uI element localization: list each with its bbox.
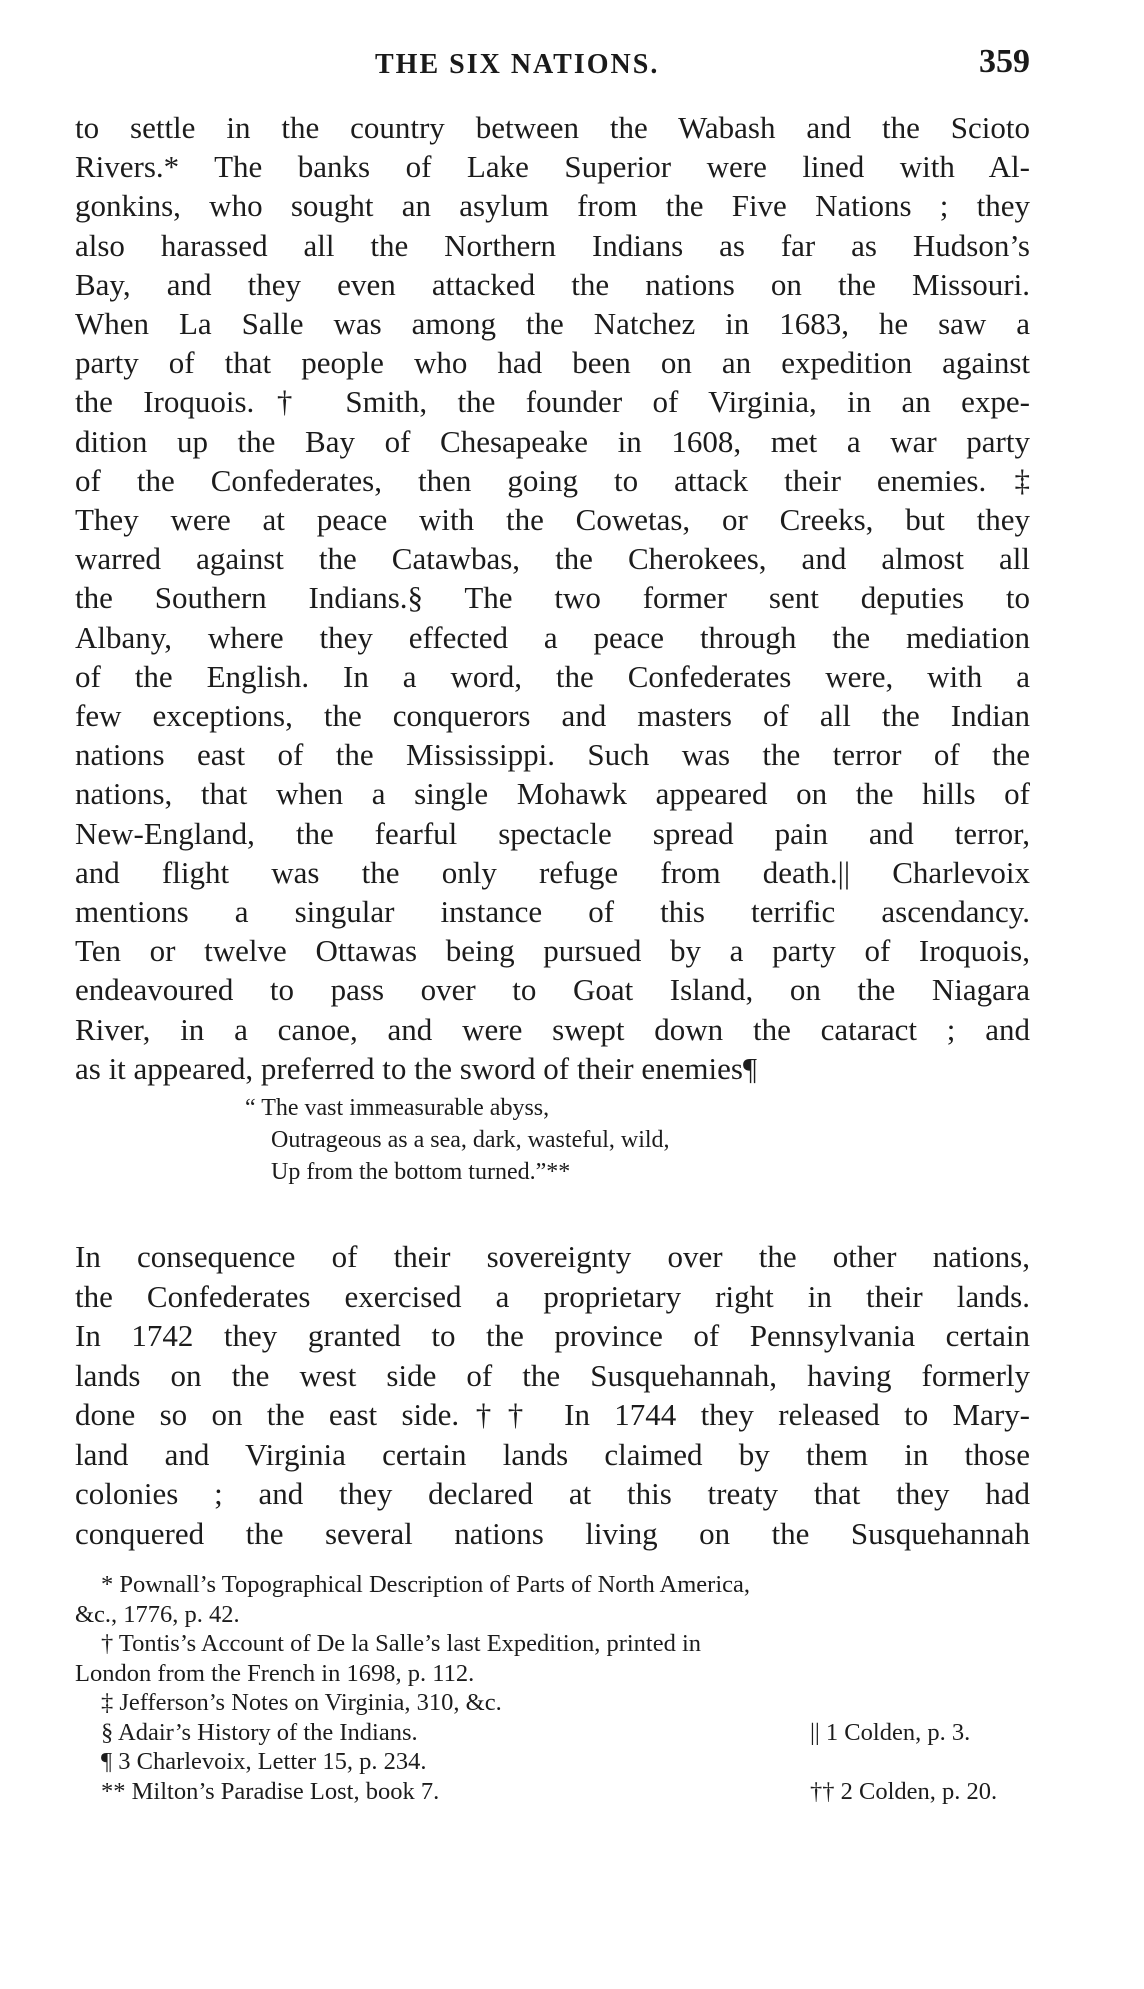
text-line: colonies ; and they declared at this treaty that they had [75,1476,1030,1511]
footnotes [75,1570,1030,1806]
footnote [75,1747,1030,1777]
text-line: endeavoured to pass over to Goat Island, on the Niagara [75,972,1030,1008]
text-line: land and Virginia certain lands claimed by them in those [75,1436,1030,1472]
text-line: few exceptions, the conquerors and masters of all the Indian [75,698,1030,734]
text-line: dition up the Bay of Chesapeake in 1608, met a war party [75,423,1030,459]
text-line: Ten or twelve Ottawas being pursued by a party of Iroquois, [75,933,1030,969]
quote-line: “ The vast immeasurable abyss, [245,1095,550,1121]
footnote [75,1600,1030,1630]
footnote [75,1570,1030,1600]
text-line: Albany, where they effected a peace through the mediation [75,619,1030,655]
text-line: lands on the west side of the Susquehannah, having formerly [75,1357,1030,1393]
footnote [75,1629,1030,1659]
footnote [75,1688,1030,1718]
footnote-text: ¶ 3 Charlevoix, Letter 15, p. 234. [101,1748,427,1775]
quote-line: Outrageous as a sea, dark, wasteful, wild, [271,1127,670,1153]
text-line: Bay, and they even attacked the nations on the Missouri. [75,266,1030,302]
page-number: 359 [979,43,1030,80]
text-line: In 1742 they granted to the province of Pennsylvania certain [75,1318,1030,1353]
text-line: warred against the Catawbas, the Cherokees, and almost all [75,541,1030,577]
footnote-text: &c., 1776, p. 42. [75,1600,240,1628]
text-line: to settle in the country between the Wabash and the Scioto [75,110,1030,145]
text-line: the Confederates exercised a proprietary right in their lands. [75,1278,1030,1314]
text-line: conquered the several nations living on the Susquehannah [75,1515,1030,1551]
text-line: Rivers.* The banks of Lake Superior were lined with Al- [75,149,1030,185]
text-line: When La Salle was among the Natchez in 1683, he saw a [75,306,1030,342]
footnote-text: * Pownall’s Topographical Description of Parts of North America, [101,1571,750,1598]
footnote-text: ** Milton’s Paradise Lost, book 7. [101,1777,440,1805]
text-line: the Southern Indians.§ The two former sent deputies to [75,580,1030,616]
text-line: mentions a singular instance of this terrific ascendancy. [75,894,1030,930]
text-line: River, in a canoe, and were swept down the cataract ; and [75,1011,1030,1047]
second-paragraph [75,1237,1030,1553]
text-line: nations east of the Mississippi. Such was the terror of the [75,737,1030,773]
text-line: and flight was the only refuge from death.|| Charlevoix [75,854,1030,890]
footnote-text: † Tontis’s Account of De la Salle’s last Expedition, printed in [101,1630,702,1657]
page-header [75,43,1030,87]
text-line: of the English. In a word, the Confederates were, with a [75,658,1030,694]
footnote-text: ‡ Jefferson’s Notes on Virginia, 310, &c. [101,1689,502,1716]
footnote [75,1718,1030,1748]
text-line: also harassed all the Northern Indians as far as Hudson’s [75,227,1030,263]
footnote [75,1777,1030,1807]
footnote-text: § Adair’s History of the Indians. [101,1718,418,1746]
text-line: done so on the east side.†† In 1744 they released to Mary- [75,1397,1030,1432]
text-line: In consequence of their sovereignty over the other nations, [75,1239,1030,1274]
text-line: of the Confederates, then going to attack their enemies.‡ [75,462,1030,498]
text-line: New-England, the fearful spectacle spread pain and terror, [75,815,1030,851]
text-line: nations, that when a single Mohawk appeared on the hills of [75,776,1030,812]
main-paragraph [75,108,1030,1088]
text-line: They were at peace with the Cowetas, or Creeks, but they [75,502,1030,538]
text-line: as it appeared, preferred to the sword of their enemies¶ [75,1050,757,1086]
text-line: party of that people who had been on an expedition against [75,345,1030,381]
footnote-text: †† 2 Colden, p. 20. [810,1777,998,1805]
footnote-text: London from the French in 1698, p. 112. [75,1659,475,1687]
footnote [75,1659,1030,1689]
milton-quotation [245,1092,670,1188]
footnote-text: || 1 Colden, p. 3. [810,1718,971,1746]
text-line: the Iroquois.† Smith, the founder of Virginia, in an expe- [75,384,1030,420]
running-title: THE SIX NATIONS. [375,49,660,80]
text-line: gonkins, who sought an asylum from the Five Nations ; they [75,188,1030,224]
quote-line: Up from the bottom turned.”** [271,1159,571,1185]
